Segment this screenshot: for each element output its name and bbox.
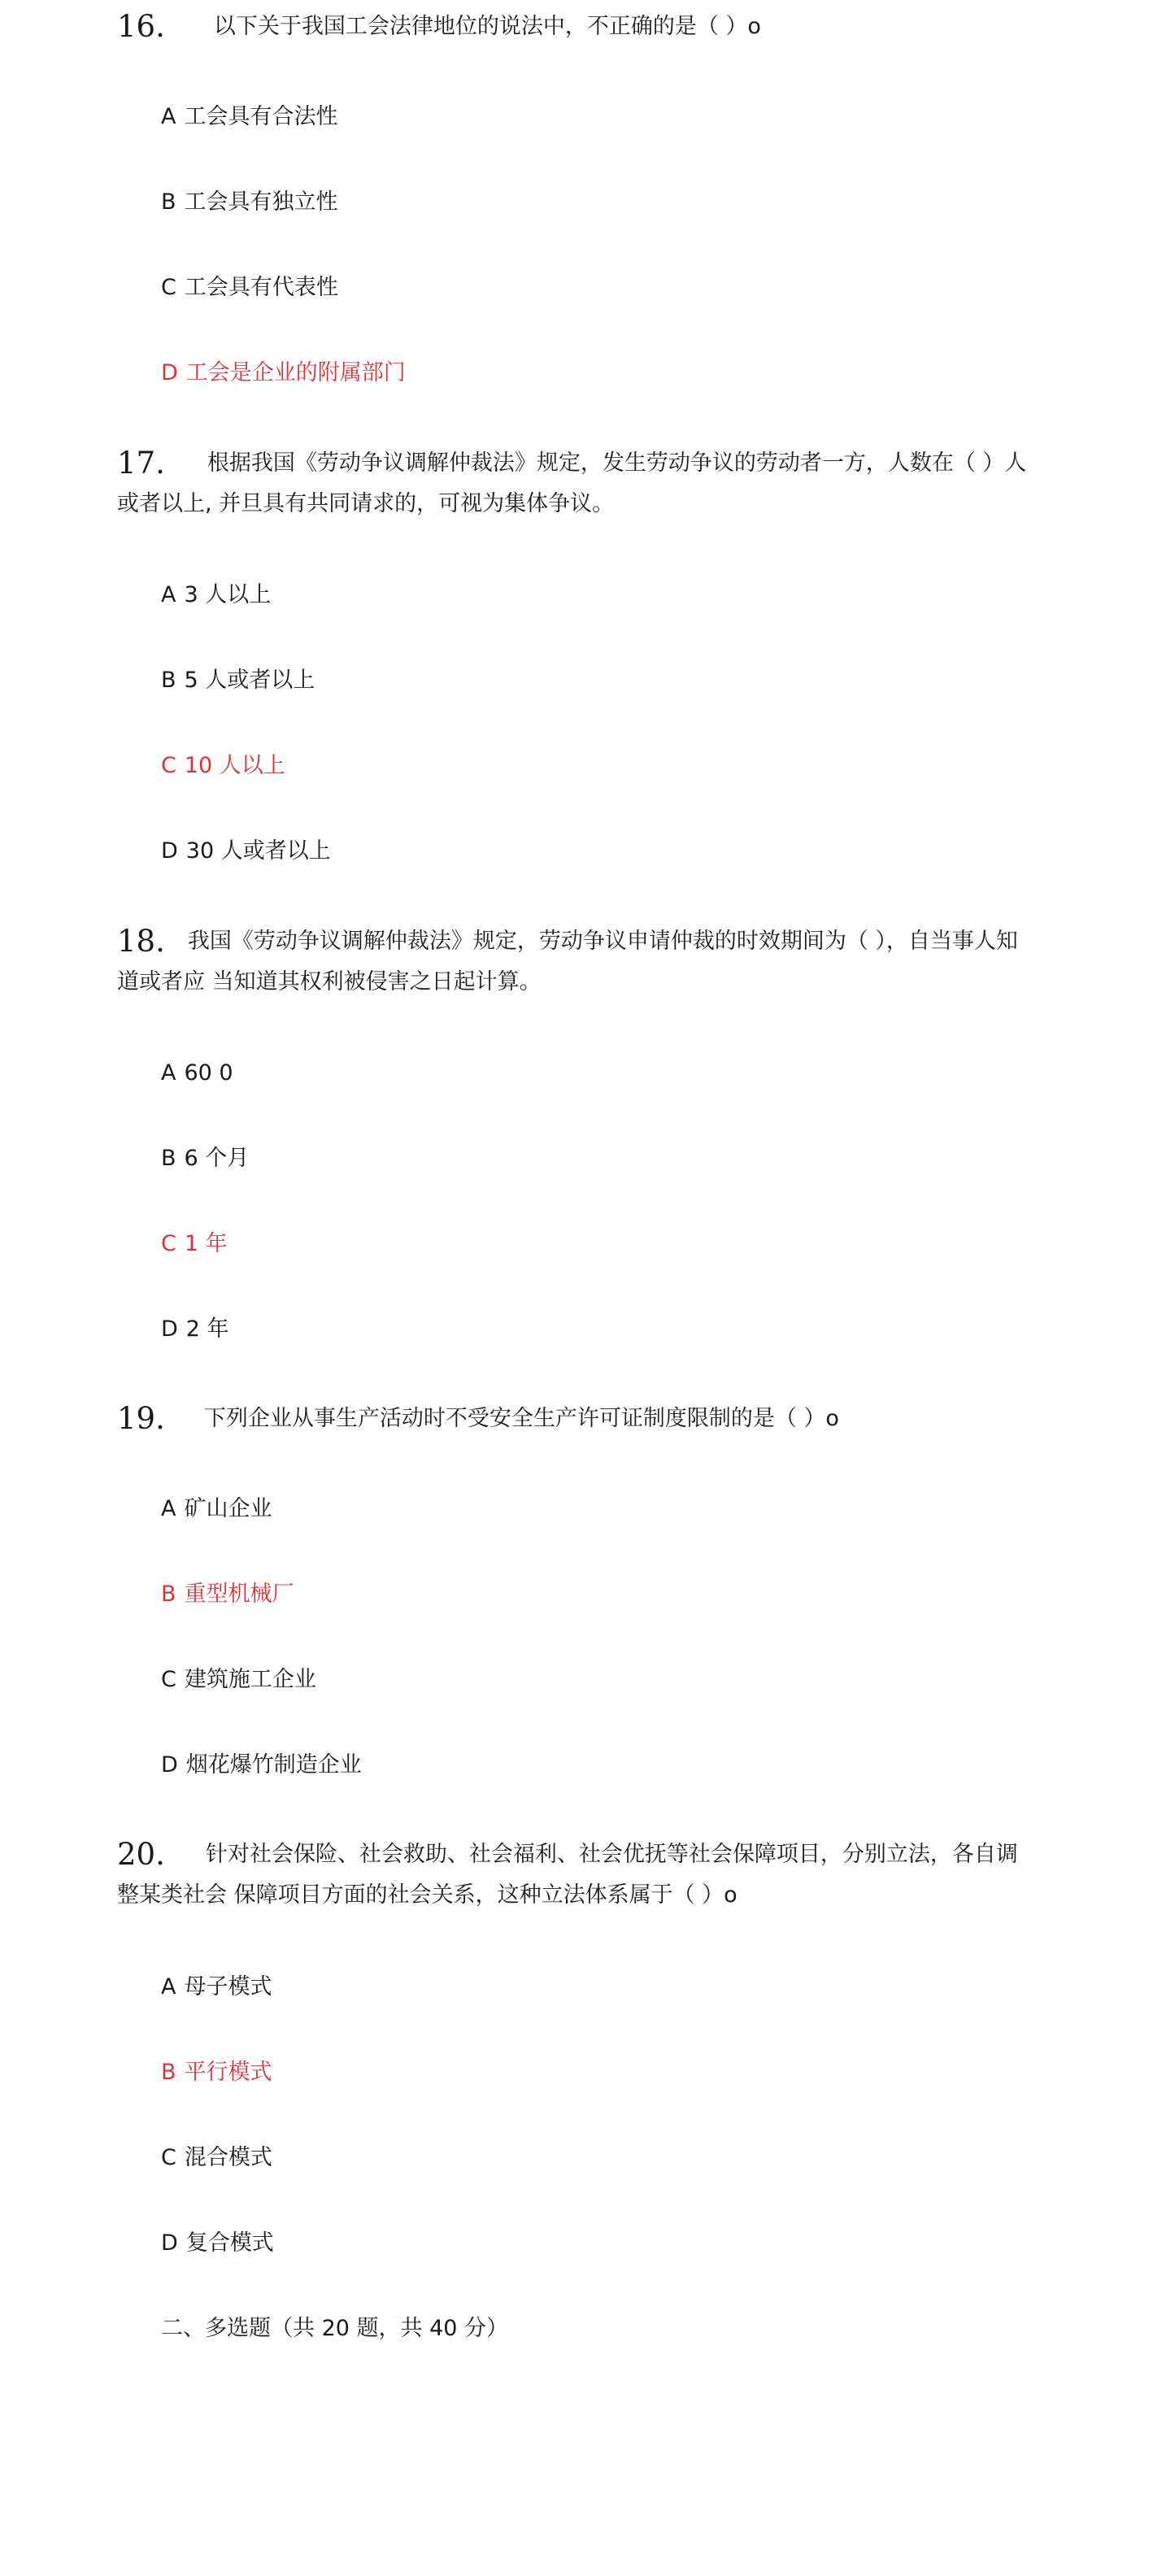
option-d: [161, 835, 331, 868]
option-b-answer: [161, 1578, 294, 1611]
question-number: 19.: [117, 1401, 165, 1436]
question-number: 18.: [117, 924, 165, 959]
option-letter: C: [161, 1231, 176, 1256]
option-a: [161, 579, 271, 611]
option-letter: B: [161, 1582, 176, 1607]
option-text: 工会具有代表性: [184, 275, 338, 300]
option-text: 2 年: [185, 1316, 229, 1342]
option-text: 建筑施工企业: [184, 1667, 316, 1692]
option-d: [161, 1313, 229, 1346]
option-text: 矿山企业: [184, 1496, 272, 1521]
option-letter: A: [161, 582, 176, 607]
option-letter: B: [161, 1146, 176, 1171]
option-b: [161, 1142, 249, 1175]
question-text: 以下关于我国工会法律地位的说法中，不正确的是（ ）o: [213, 14, 761, 39]
question-16-stem: [117, 7, 1036, 47]
option-a: [161, 1493, 272, 1525]
question-text: 针对社会保险、社会救助、社会福利、社会优抚等社会保障项目，分别立法，各自调整某类社会 保障项目方面的社会关系，这种立法体系属于（ ）o: [117, 1842, 1018, 1908]
option-b: [161, 186, 338, 219]
option-letter: B: [161, 189, 176, 215]
option-letter: B: [161, 668, 176, 693]
option-letter: D: [161, 838, 178, 864]
option-a: [161, 1057, 233, 1090]
option-text: 复合模式: [185, 2230, 274, 2256]
option-letter: A: [161, 1974, 176, 1999]
option-c: [161, 2142, 272, 2174]
option-c-answer: [161, 1228, 228, 1260]
question-number: 20.: [117, 1837, 165, 1872]
question-number: 17.: [117, 446, 165, 481]
option-c: [161, 272, 338, 304]
option-text: 工会具有独立性: [184, 189, 338, 215]
option-text: 工会是企业的附属部门: [185, 360, 406, 385]
option-text: 重型机械厂: [184, 1582, 294, 1607]
option-c: [161, 1664, 316, 1696]
option-d: [161, 2227, 274, 2260]
option-letter: A: [161, 104, 176, 129]
option-letter: A: [161, 1496, 176, 1521]
option-text: 6 个月: [184, 1146, 250, 1171]
question-text: 我国《劳动争议调解仲裁法》规定，劳动争议申请仲裁的时效期间为（ ），自当事人知道或者应 当知道其权利被侵害之日起计算。: [117, 929, 1018, 994]
option-letter: C: [161, 2145, 176, 2170]
option-letter: D: [161, 1316, 178, 1342]
question-number: 16.: [117, 9, 165, 44]
option-c-answer: [161, 750, 285, 782]
question-20-stem: [117, 1834, 1036, 1916]
option-d: [161, 1749, 362, 1782]
option-letter: C: [161, 1667, 176, 1692]
option-a: [161, 1971, 272, 2004]
question-17-stem: [117, 443, 1036, 524]
option-text: 1 年: [184, 1231, 228, 1256]
option-text: 60 0: [184, 1060, 233, 1086]
option-b: [161, 664, 315, 697]
question-18-stem: [117, 921, 1036, 1003]
option-letter: C: [161, 753, 176, 778]
option-text: 平行模式: [184, 2060, 272, 2085]
option-letter: D: [161, 360, 178, 385]
option-letter: A: [161, 1060, 176, 1086]
question-text: 下列企业从事生产活动时不受安全生产许可证制度限制的是（ ）o: [203, 1406, 839, 1431]
question-text: 根据我国《劳动争议调解仲裁法》规定，发生劳动争议的劳动者一方，人数在（ ）人或者以上, 并旦具有共同请求的，可视为集体争议。: [117, 450, 1027, 516]
option-text: 母子模式: [184, 1974, 272, 1999]
option-letter: C: [161, 275, 176, 300]
option-letter: B: [161, 2060, 176, 2085]
option-b-answer: [161, 2056, 272, 2089]
option-text: 工会具有合法性: [184, 104, 338, 129]
question-19-stem: [117, 1399, 1036, 1439]
option-a: [161, 101, 337, 133]
option-letter: D: [161, 1752, 178, 1778]
option-d-answer: [161, 357, 406, 389]
option-text: 30 人或者以上: [185, 838, 331, 864]
option-letter: D: [161, 2230, 178, 2256]
section-title: 二、多选题（共 20 题，共 40 分）: [161, 2316, 509, 2341]
option-text: 烟花爆竹制造企业: [185, 1752, 362, 1778]
option-text: 5 人或者以上: [184, 668, 315, 693]
option-text: 10 人以上: [184, 753, 285, 778]
option-text: 3 人以上: [184, 582, 272, 607]
option-text: 混合模式: [184, 2145, 272, 2170]
